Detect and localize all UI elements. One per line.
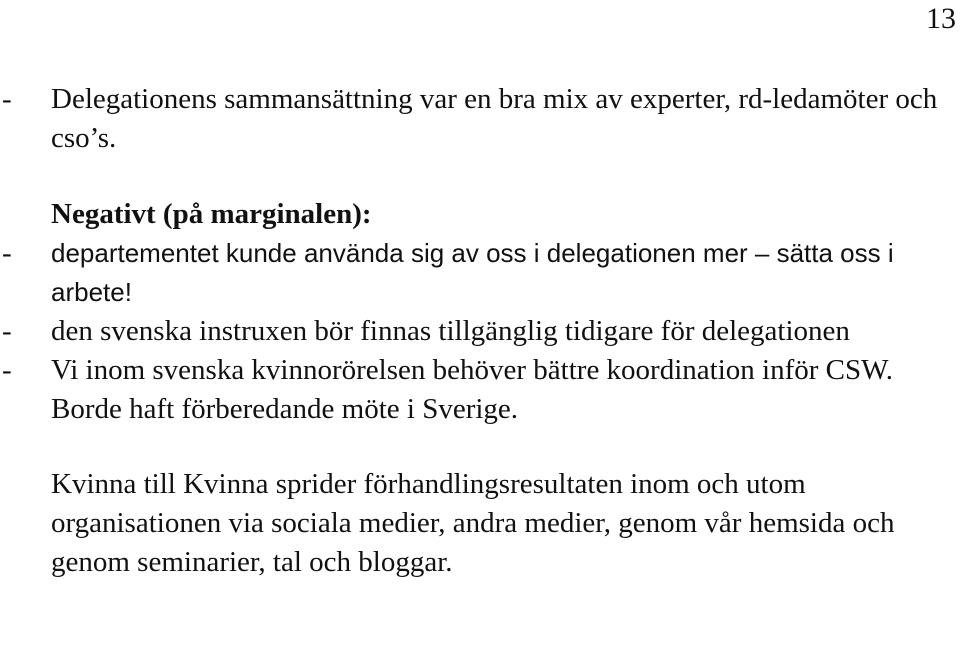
list-item-text: Delegationens sammansättning var en bra mix av experter, rd-ledamöter och cso’s. bbox=[51, 83, 938, 154]
page-number: 13 bbox=[926, 2, 956, 35]
list-dash: - bbox=[2, 315, 12, 347]
list-dash: - bbox=[2, 354, 12, 386]
list-item-negative-3 bbox=[2, 351, 952, 429]
list-item-intro bbox=[2, 80, 952, 158]
list-item-negative-2 bbox=[2, 312, 952, 351]
closing-paragraph: Kvinna till Kvinna sprider förhandlingsresultaten inom och utom organisationen via sociala medier, andra medier, genom vår hemsida och genom seminarier, tal och bloggar. bbox=[51, 468, 895, 578]
list-item-text: Vi inom svenska kvinnorörelsen behöver bättre koordination inför CSW. Borde haft förberedande möte i Sverige. bbox=[51, 354, 894, 425]
document-body bbox=[2, 80, 952, 582]
list-dash: - bbox=[2, 83, 12, 115]
list-item-negative-1 bbox=[2, 234, 952, 312]
list-dash: - bbox=[2, 237, 12, 269]
list-item-text: departementet kunde använda sig av oss i delegationen mer – sätta oss i arbete! bbox=[51, 238, 894, 307]
section-heading-negative: Negativt (på marginalen): bbox=[51, 198, 372, 230]
list-item-text: den svenska instruxen bör finnas tillgänglig tidigare för delegationen bbox=[51, 315, 850, 347]
